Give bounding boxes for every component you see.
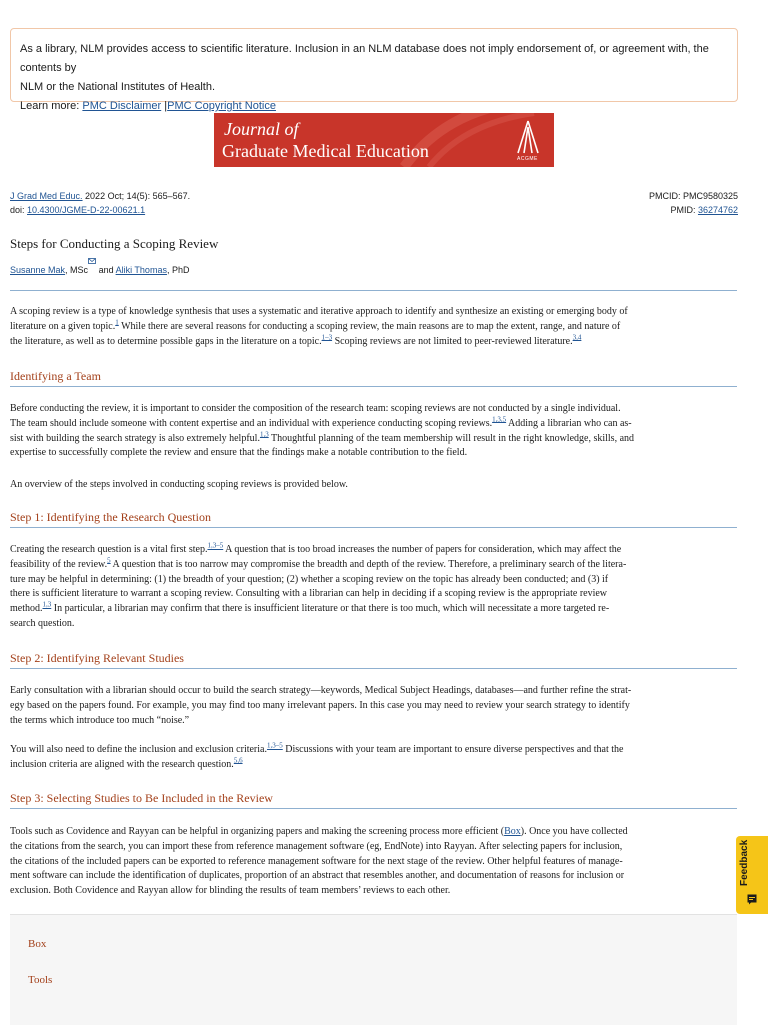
text-line: inclusion criteria are aligned with the research question. bbox=[10, 758, 234, 770]
text-line: the terms which introduce too much “noise.” bbox=[10, 714, 190, 726]
author-and: and bbox=[96, 265, 116, 275]
text-line: search question. bbox=[10, 617, 75, 629]
journal-link[interactable]: J Grad Med Educ. bbox=[10, 191, 83, 201]
team-paragraph bbox=[10, 402, 737, 461]
journal-title-line2: Graduate Medical Education bbox=[222, 141, 429, 161]
learn-more-label: Learn more: bbox=[20, 100, 80, 112]
feedback-label: Feedback bbox=[739, 839, 750, 886]
text-line: Thoughtful planning of the team membership will result in the right knowledge, skills, and bbox=[268, 432, 635, 444]
author1-degree: , MSc bbox=[65, 265, 89, 275]
pmid-label: PMID: bbox=[670, 205, 698, 215]
text-line: the literature, as well as to determine possible gaps in the literature on a topic. bbox=[10, 335, 322, 347]
ref-link[interactable]: 1–3 bbox=[321, 333, 333, 342]
section-divider bbox=[10, 668, 737, 669]
section-heading-step3: Step 3: Selecting Studies to Be Included in the Review bbox=[10, 791, 273, 805]
text-line: Tools such as Covidence and Rayyan can be helpful in organizing papers and making the screening process more efficient ( bbox=[10, 826, 505, 837]
pmc-notice bbox=[10, 28, 738, 112]
section-heading-team: Identifying a Team bbox=[10, 369, 101, 383]
text-line: sist with building the search strategy is also extremely helpful. bbox=[10, 432, 260, 444]
text-line: feasibility of the review. bbox=[10, 558, 108, 570]
citation-line bbox=[10, 189, 190, 203]
author2-degree: , PhD bbox=[166, 265, 190, 275]
text-line: You will also need to define the inclusion and exclusion criteria. bbox=[10, 744, 267, 755]
ref-link[interactable]: 5 bbox=[107, 556, 111, 565]
text-line: A question that is too narrow may compromise the breadth and depth of the review. Therefore, a preliminary search of the litera- bbox=[110, 558, 627, 570]
ref-link[interactable]: 1,3–5 bbox=[266, 741, 283, 750]
box-panel bbox=[10, 914, 737, 1025]
acgme-logo-text: ACGME bbox=[517, 156, 538, 162]
text-line: The team should include someone with content expertise and an individual with experience conducting scoping reviews. bbox=[10, 417, 493, 429]
article-ids bbox=[649, 189, 738, 217]
text-line: Discussions with your team are important to ensure diverse perspectives and that the bbox=[282, 744, 624, 755]
journal-title-line1: Journal of bbox=[224, 119, 299, 139]
ref-link[interactable]: 3,4 bbox=[572, 333, 582, 342]
notice-text-line1: As a library, NLM provides access to scientific literature. Inclusion in an NLM database does not imply endorsement of, or agreement with, the contents by bbox=[20, 43, 709, 74]
ref-link[interactable]: 1,3,5 bbox=[492, 415, 507, 424]
title-divider bbox=[10, 290, 737, 291]
text-line: While there are several reasons for conducting a scoping review, the main reasons are to map the extent, range, and nature of bbox=[118, 320, 621, 332]
text-line: the citations of the included papers can be exported to reference management software for the next stage of the review. Other helpful features of manage- bbox=[10, 855, 623, 867]
text-line: A question that is too broad increases the number of papers for consideration, which may affect the bbox=[223, 544, 622, 555]
link-separator: | bbox=[164, 100, 168, 112]
text-line: there is sufficient literature to warrant a scoping review. Consulting with a librarian can help in deciding if a scoping review is the appropriate review bbox=[10, 588, 608, 600]
citation-info bbox=[10, 189, 190, 217]
overview-paragraph: An overview of the steps involved in conducting scoping reviews is provided below. bbox=[10, 479, 348, 490]
text-line: exclusion. Both Covidence and Rayyan allow for blinding the results of team members’ reviews to each other. bbox=[10, 885, 451, 897]
ref-link[interactable]: 5,6 bbox=[233, 756, 243, 765]
intro-paragraph bbox=[10, 305, 737, 349]
section-heading-step1: Step 1: Identifying the Research Question bbox=[10, 510, 211, 524]
box-link[interactable]: Box bbox=[504, 826, 521, 837]
text-line: Before conducting the review, it is important to consider the composition of the research team: scoping reviews are not conducted by a single individual. bbox=[10, 403, 621, 414]
section-heading-step2: Step 2: Identifying Relevant Studies bbox=[10, 651, 184, 665]
text-line: Scoping reviews are not limited to peer-reviewed literature. bbox=[332, 335, 573, 347]
text-line: ). Once you have collected bbox=[520, 826, 628, 837]
envelope-icon[interactable] bbox=[88, 262, 96, 271]
pmcid: PMCID: PMC9580325 bbox=[648, 191, 738, 201]
ref-link[interactable]: 1,3 bbox=[259, 430, 269, 439]
text-line: expertise to successfully complete the review and ensure that the findings make a notable contribution to the field. bbox=[10, 447, 468, 459]
text-line: Early consultation with a librarian should occur to build the search strategy—keywords, Medical Subject Headings, databases—and further refine the strat- bbox=[10, 685, 632, 696]
text-line: literature on a given topic. bbox=[10, 320, 116, 332]
pmid-link[interactable]: 36274762 bbox=[697, 205, 738, 215]
step2-paragraph1 bbox=[10, 684, 737, 728]
text-line: method. bbox=[10, 603, 43, 615]
text-line: A scoping review is a type of knowledge synthesis that uses a systematic and iterative approach to identify and synthesize an existing or emerging body of bbox=[10, 306, 628, 317]
journal-banner[interactable] bbox=[214, 113, 554, 167]
box-subtitle: Tools bbox=[28, 974, 53, 986]
acgme-logo-icon bbox=[514, 119, 542, 155]
author-link-mak[interactable]: Susanne Mak bbox=[10, 265, 66, 275]
ref-link[interactable]: 1,3 bbox=[42, 600, 52, 609]
article-title: Steps for Conducting a Scoping Review bbox=[10, 236, 219, 251]
text-line: ment software can include the identification of duplicates, proportion of an abstract that resembles another, and documentation of reasons for inclusion or bbox=[10, 870, 625, 882]
text-line: In particular, a librarian may confirm that there is insufficient literature or that there is too much, which will necessitate a more targeted re- bbox=[51, 603, 610, 615]
ref-link[interactable]: 1,3–5 bbox=[207, 541, 224, 550]
pmc-copyright-link[interactable]: PMC Copyright Notice bbox=[167, 100, 276, 112]
step1-paragraph bbox=[10, 543, 737, 632]
step2-paragraph2 bbox=[10, 743, 737, 773]
notice-text-line2: NLM or the National Institutes of Health. bbox=[20, 81, 216, 93]
text-line: Creating the research question is a vital first step. bbox=[10, 544, 208, 555]
section-divider bbox=[10, 527, 737, 528]
step3-paragraph bbox=[10, 825, 734, 899]
text-line: ture may be helpful in determining: (1) the breadth of your question; (2) whether a scoping review on the topic has already been conducted; and (3) if bbox=[10, 573, 609, 585]
box-label: Box bbox=[28, 938, 47, 950]
text-line: egy based on the papers found. For example, you may find too many irrelevant papers. In this case you may need to review your search strategy to identify bbox=[10, 699, 630, 711]
text-line: Adding a librarian who can as- bbox=[506, 417, 632, 429]
section-divider bbox=[10, 808, 737, 809]
doi-label: doi: bbox=[10, 205, 28, 215]
text-line: the citations from the search, you can import these from reference management software (eg, EndNote) into Rayyan. After selecting papers for inclusion, bbox=[10, 840, 623, 852]
ref-link[interactable]: 1 bbox=[115, 318, 119, 327]
citation-details: 2022 Oct; 14(5): 565–567. bbox=[82, 191, 191, 201]
feedback-button[interactable] bbox=[736, 836, 768, 914]
pmid-line bbox=[649, 203, 738, 217]
author-link-thomas[interactable]: Aliki Thomas bbox=[115, 265, 167, 275]
author-list bbox=[10, 262, 189, 275]
pmc-disclaimer-link[interactable]: PMC Disclaimer bbox=[82, 100, 162, 112]
feedback-icon bbox=[747, 894, 757, 905]
doi-line bbox=[10, 203, 190, 217]
doi-link[interactable]: 10.4300/JGME-D-22-00621.1 bbox=[27, 205, 146, 215]
section-divider bbox=[10, 386, 737, 387]
